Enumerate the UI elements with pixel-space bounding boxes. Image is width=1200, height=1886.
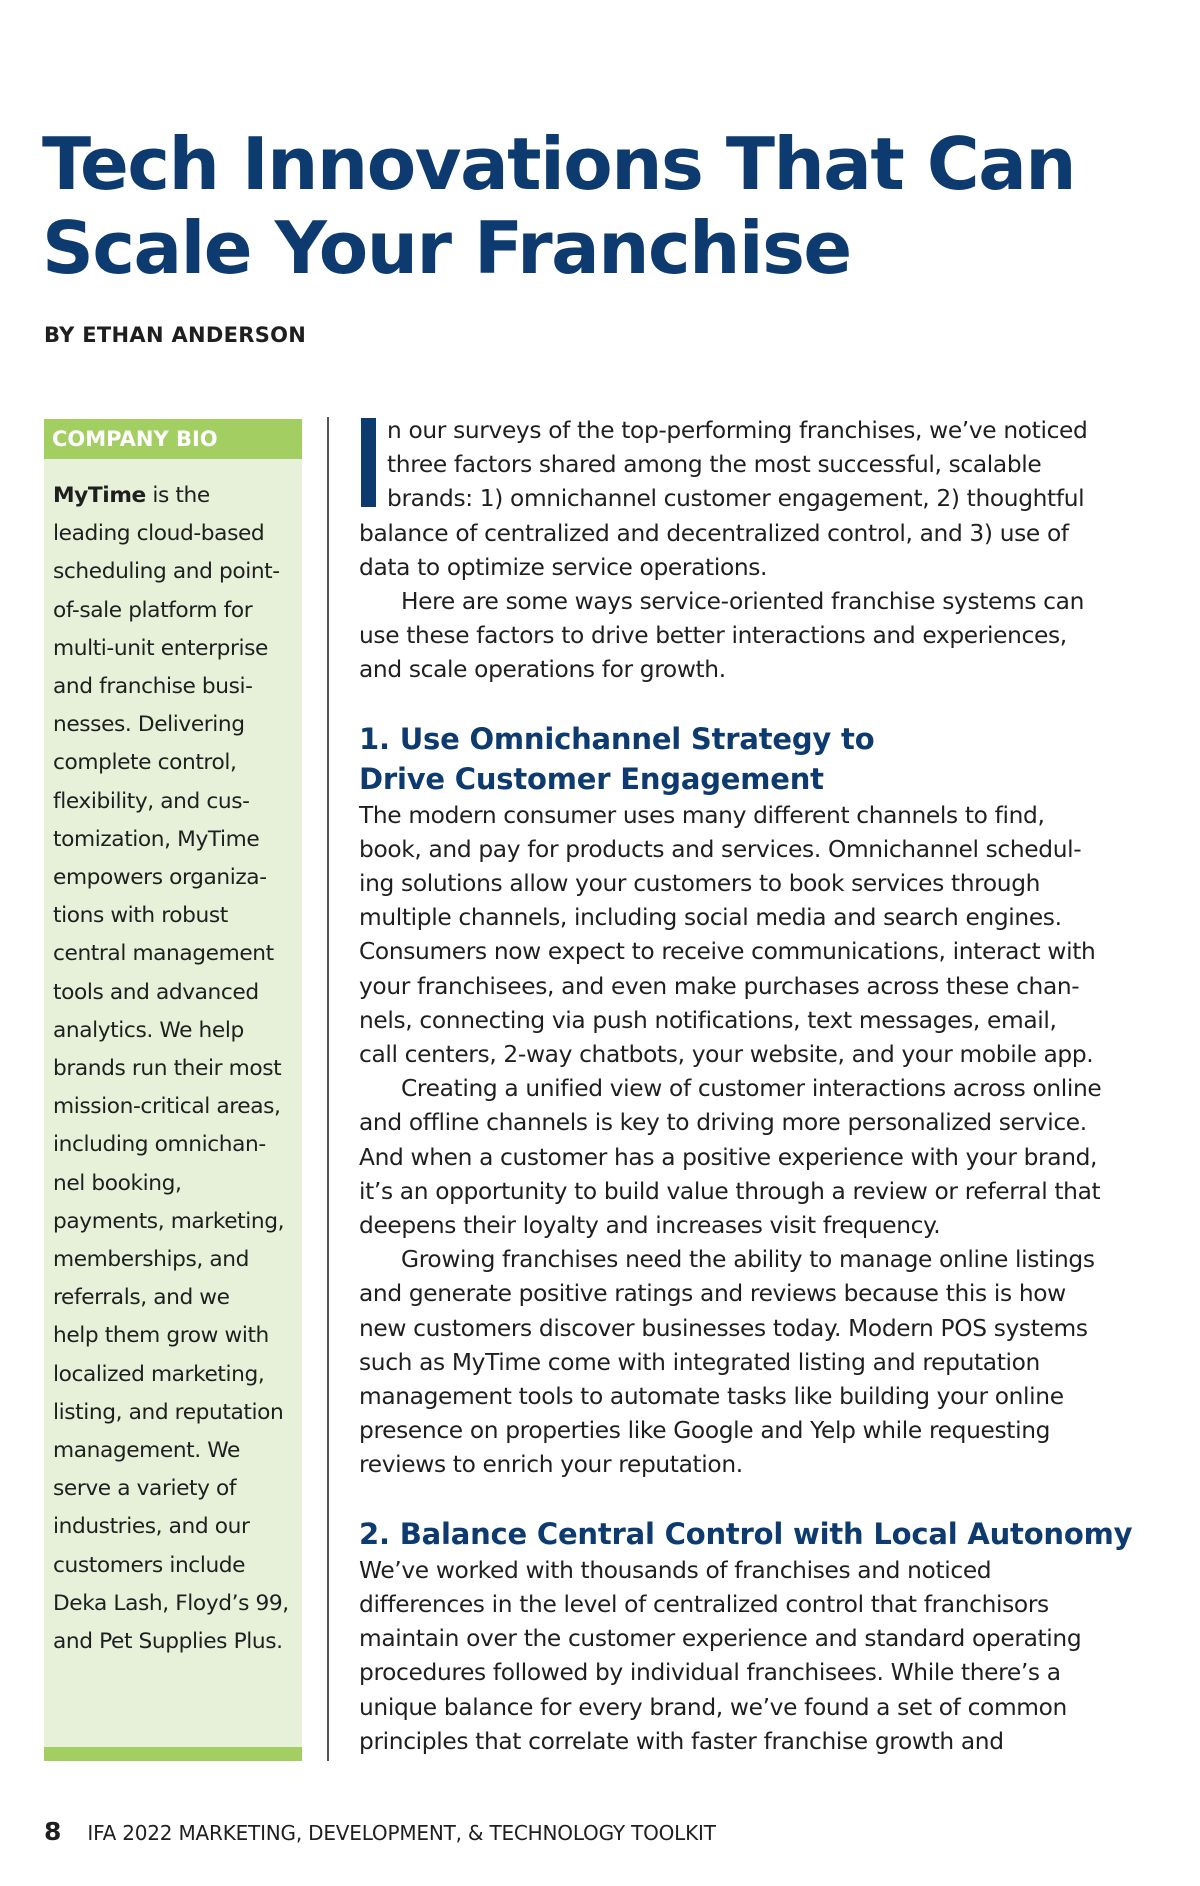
bio-line: nel booking,: [53, 1170, 182, 1196]
bio-line: complete control,: [53, 750, 237, 776]
body-line: presence on properties like Google and Yelp while requesting: [359, 1417, 1051, 1445]
sidebar-header: COMPANY BIO: [44, 419, 302, 459]
sidebar-bottom-bar: [44, 1747, 302, 1761]
section1-paragraphs: [359, 799, 1159, 1483]
body-line: reviews to enrich your reputation.: [359, 1451, 743, 1479]
article-title: [42, 122, 1162, 290]
bio-text: [44, 459, 302, 1661]
body-line: brands: 1) omnichannel customer engagement, 2) thoughtful: [387, 485, 1085, 513]
body-line: ing solutions allow your customers to book services through: [359, 870, 1041, 898]
bio-line: tions with robust: [53, 903, 228, 929]
byline: BY ETHAN ANDERSON: [44, 323, 307, 347]
section-heading-central-control: [359, 1514, 1159, 1554]
body-line: principles that correlate with faster franchise growth and: [359, 1727, 1004, 1755]
intro-paragraphs: [359, 414, 1159, 688]
body-line: management tools to automate tasks like building your online: [359, 1383, 1064, 1411]
body-line: n our surveys of the top-performing franchises, we’ve noticed: [387, 417, 1088, 444]
bio-line: empowers organiza-: [53, 865, 267, 891]
heading-line: 2. Balance Central Control with Local Autonomy: [359, 1516, 1133, 1551]
bio-line-text: is the: [145, 483, 210, 508]
bio-line: and franchise busi-: [53, 674, 253, 700]
body-line: call centers, 2-way chatbots, your website, and your mobile app.: [359, 1041, 1094, 1069]
bio-line: serve a variety of: [53, 1476, 237, 1502]
body-line: The modern consumer uses many different channels to find,: [359, 801, 1045, 829]
bio-line: analytics. We help: [53, 1017, 244, 1043]
body-line: and generate positive ratings and reviews because this is how: [359, 1280, 1066, 1308]
body-line: Creating a unified view of customer interactions across online: [401, 1075, 1102, 1103]
body-line: your franchisees, and even make purchases across these chan-: [359, 972, 1080, 1000]
body-line: Here are some ways service-oriented franchise systems can: [401, 588, 1084, 616]
heading-line: 1. Use Omnichannel Strategy to: [359, 721, 875, 756]
body-line: And when a customer has a positive experience with your brand,: [359, 1143, 1098, 1171]
body-line: procedures followed by individual franchisees. While there’s a: [359, 1659, 1061, 1687]
body-line: unique balance for every brand, we’ve found a set of common: [359, 1693, 1067, 1721]
page-number: 8: [44, 1817, 62, 1846]
publication-name: IFA 2022 MARKETING, DEVELOPMENT, & TECHNOLOGY TOOLKIT: [87, 1821, 716, 1845]
body-line: balance of centralized and decentralized control, and 3) use of: [359, 519, 1069, 547]
bio-line: referrals, and we: [53, 1285, 230, 1311]
bio-line: payments, marketing,: [53, 1208, 285, 1234]
section2-paragraphs: [359, 1554, 1159, 1759]
body-line: Consumers now expect to receive communications, interact with: [359, 938, 1096, 966]
body-line: We’ve worked with thousands of franchises and noticed: [359, 1556, 992, 1584]
bio-line: localized marketing,: [53, 1361, 265, 1387]
bio-line: memberships, and: [53, 1247, 249, 1273]
bio-line: [53, 477, 302, 515]
bio-line: scheduling and point-: [53, 559, 280, 585]
bio-line: customers include: [53, 1552, 246, 1578]
bio-line: including omnichan-: [53, 1132, 266, 1158]
body-line: deepens their loyalty and increases visit frequency.: [359, 1212, 941, 1240]
bio-line: central management: [53, 941, 274, 967]
section-heading-omnichannel: [359, 719, 1159, 799]
bio-line: multi-unit enterprise: [53, 635, 268, 661]
bio-line: industries, and our: [53, 1514, 250, 1540]
heading-line: Drive Customer Engagement: [359, 761, 824, 796]
body-line: and scale operations for growth.: [359, 656, 726, 684]
bio-line: flexibility, and cus-: [53, 788, 250, 814]
body-line: and offline channels is key to driving more personalized service.: [359, 1109, 1087, 1137]
bio-line: mission-critical areas,: [53, 1094, 281, 1120]
bio-line: help them grow with: [53, 1323, 269, 1349]
drop-cap-i: [361, 418, 376, 507]
company-bio-sidebar: [44, 419, 302, 1761]
bio-line: brands run their most: [53, 1056, 282, 1082]
body-line: data to optimize service operations.: [359, 553, 768, 581]
column-divider: [327, 417, 329, 1761]
bio-line: listing, and reputation: [53, 1399, 284, 1425]
bio-line: nesses. Delivering: [53, 712, 245, 738]
body-line: it’s an opportunity to build value through a review or referral that: [359, 1177, 1101, 1205]
body-line: such as MyTime come with integrated listing and reputation: [359, 1348, 1040, 1376]
bio-line: Deka Lash, Floyd’s 99,: [53, 1590, 289, 1616]
bio-line: tools and advanced: [53, 979, 259, 1005]
title-line: Tech Innovations That Can: [42, 122, 1076, 206]
bio-line: and Pet Supplies Plus.: [53, 1629, 283, 1655]
body-line: maintain over the customer experience and standard operating: [359, 1625, 1082, 1653]
body-line: book, and pay for products and services. Omnichannel schedul-: [359, 835, 1082, 863]
bio-line: tomization, MyTime: [53, 826, 260, 852]
article-body: [359, 414, 1159, 1759]
title-line: Scale Your Franchise: [42, 206, 851, 290]
body-line: use these factors to drive better interactions and experiences,: [359, 622, 1067, 650]
body-line: three factors shared among the most successful, scalable: [387, 451, 1042, 479]
body-line: new customers discover businesses today. Modern POS systems: [359, 1314, 1088, 1342]
bio-brand: MyTime: [53, 483, 146, 508]
body-line: multiple channels, including social media and search engines.: [359, 904, 1062, 932]
bio-line: of-sale platform for: [53, 597, 253, 623]
body-line: nels, connecting via push notifications, text messages, email,: [359, 1006, 1057, 1034]
bio-line: leading cloud-based: [53, 521, 265, 547]
bio-line: management. We: [53, 1438, 240, 1464]
body-line: Growing franchises need the ability to manage online listings: [401, 1246, 1095, 1274]
page-footer: [44, 1817, 716, 1846]
body-line: differences in the level of centralized control that franchisors: [359, 1590, 1049, 1618]
